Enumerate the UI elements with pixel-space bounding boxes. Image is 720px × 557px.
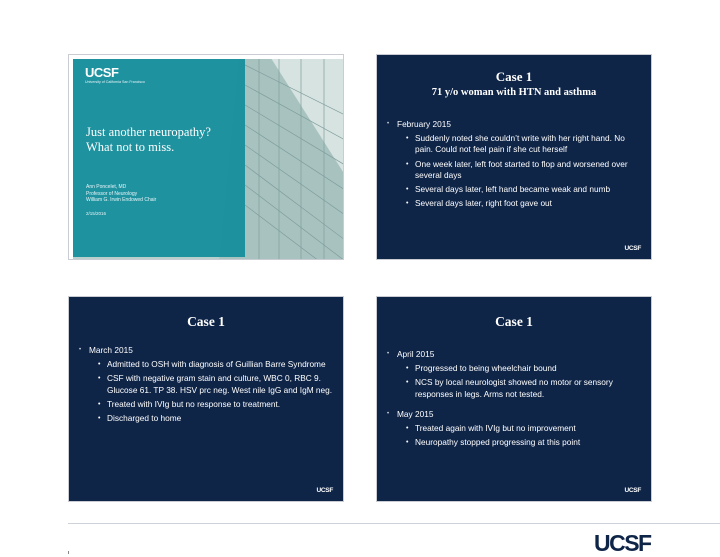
bullet-text: May 2015	[397, 408, 434, 419]
author-block	[86, 184, 156, 204]
sub-bullet: • Discharged to home	[98, 413, 333, 424]
sub-bullet: • Several days later, right foot gave out	[406, 198, 641, 209]
sub-bullet: • NCS by local neurologist showed no motor or sensory responses in legs. Arms not tested.	[406, 377, 641, 399]
slide-logo: UCSF	[624, 245, 641, 252]
title-panel	[73, 59, 245, 257]
bullet-date	[79, 345, 333, 424]
slide-logo: UCSF	[316, 487, 333, 494]
bullet-text: April 2015	[397, 349, 435, 359]
author-chair: William G. Irwin Endowed Chair	[86, 197, 157, 203]
case-slide-3	[376, 296, 652, 502]
case-slide-1	[376, 54, 652, 260]
sub-bullet: • Admitted to OSH with diagnosis of Guillian Barre Syndrome	[98, 359, 333, 370]
sub-bullet: • CSF with negative gram stain and culture, WBC 0, RBC 9. Glucose 61. TP 38. HSV prc neg. West nile IgG and IgM neg.	[98, 373, 333, 395]
bullet-text: February 2015	[397, 119, 451, 129]
footer-divider	[68, 523, 720, 524]
sub-bullet: • One week later, left foot started to flop and worsened over several days	[406, 159, 641, 181]
author-name: Ann Poncelet, MD	[86, 184, 127, 190]
bullet-date	[387, 119, 641, 209]
case-slide-2	[68, 296, 344, 502]
page-marker	[68, 551, 69, 554]
slide-title: Case 1	[495, 314, 533, 329]
slide-body	[387, 119, 641, 212]
slide-logo: UCSF	[624, 487, 641, 494]
bullet-date	[387, 409, 641, 449]
presentation-date: 2/15/2016	[86, 211, 107, 216]
bullet-text: March 2015	[89, 345, 133, 355]
sub-bullet: • Treated again with IVIg but no improvement	[406, 423, 641, 434]
sub-bullet: • Suddenly noted she couldn’t write with her right hand. No pain. Could not feel pain if she cut herself	[406, 133, 641, 155]
title-slide	[68, 54, 344, 260]
author-position: Professor of Neurology	[86, 190, 138, 197]
slide-body	[79, 345, 333, 427]
slide-title: Case 1	[495, 69, 533, 84]
sub-bullet: • Several days later, left hand became weak and numb	[406, 184, 641, 195]
sub-bullet: • Neuropathy stopped progressing at this point	[406, 437, 641, 448]
presentation-title: Just another neuropathy? What not to miss.	[86, 125, 211, 154]
ucsf-logo-subtitle: University of California San Francisco	[85, 80, 145, 84]
sub-bullet: • Progressed to being wheelchair bound	[406, 363, 641, 374]
sub-bullet: • Treated with IVIg but no response to treatment.	[98, 399, 333, 410]
slide-body	[387, 349, 641, 451]
slide-title: Case 1	[187, 314, 225, 329]
footer-ucsf-logo: UCSF	[594, 530, 651, 556]
bullet-date	[387, 349, 641, 400]
ucsf-logo: UCSF	[85, 65, 119, 80]
slide-subtitle: 71 y/o woman with HTN and asthma	[431, 87, 597, 98]
